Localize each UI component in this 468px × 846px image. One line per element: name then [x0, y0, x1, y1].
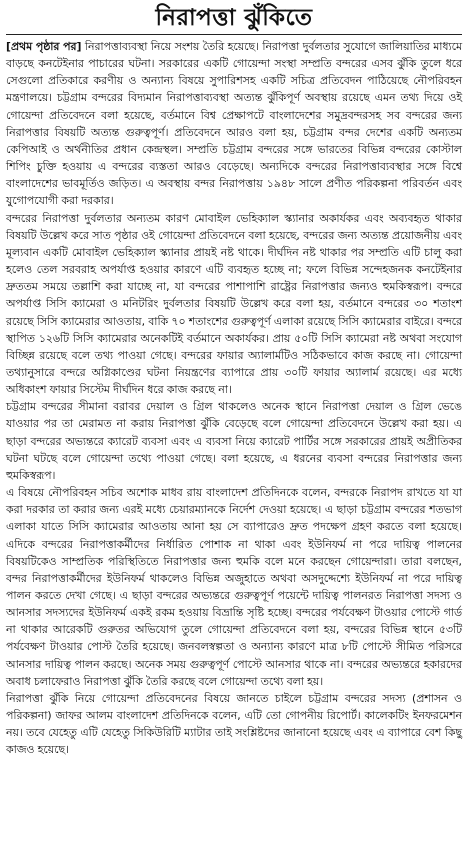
headline-divider: [6, 34, 462, 35]
article-headline: নিরাপত্তা ঝুঁকিতে: [155, 4, 313, 31]
article-paragraph-1: [6, 38, 462, 210]
article-paragraph-4: এ বিষয়ে নৌপরিবহন সচিব অশোক মাধব রায় বাংলাদেশ প্রতিদিনকে বলেন, বন্দরকে নিরাপদ রাখতে যা যা করা দরকার তা করার জন্য এরই মধ্যে চেয়ারম্যানকে নির্দেশ দেওয়া হয়েছে। এ ছাড়া চট্টগ্রাম বন্দরের শতভাগ এলাকা যাতে সিসি ক্যামেরার আওতায় আনা হয় সে ব্যাপারেও দ্রুত পদক্ষেপ গ্রহণ করতে বলা হয়েছে। এদিকে বন্দরের নিরাপত্তাকর্মীদের নির্ধারিত পোশাক না থাকা এবং ইউনিফর্ম না পরে দায়িত্ব পালনের বিষয়টিকেও সাম্প্রতিক পরিস্থিতিতে নিরাপত্তার জন্য হুমকি বলে মনে করছেন গোয়েন্দারা। তারা বলছেন, বন্দর নিরাপত্তাকর্মীদের ইউনিফর্ম থাকলেও বিভিন্ন অজুহাতে অথবা অসদুদ্দেশ্যে ইউনিফর্ম না পরে দায়িত্ব পালন করতে দেখা গেছে। এ ছাড়া বন্দরের অভ্যন্তরে গুরুত্বপূর্ণ পয়েন্টে দায়িত্ব পালনরত নিরাপত্তা সদস্য ও আনসার সদস্যদের ইউনিফর্ম একই রকম হওয়ায় বিভ্রান্তি সৃষ্টি হচ্ছে। বন্দরের পর্যবেক্ষণ টাওয়ার পোস্টে গার্ড না থাকার আরেকটি গুরুতর অভিযোগ তুলে গোয়েন্দা প্রতিবেদনে বলা হয়, বন্দরের বিভিন্ন স্থানে ৫৩টি পর্যবেক্ষণ টাওয়ার পোস্ট তৈরি হয়েছে। জনবলস্বল্পতা ও অন্যান্য কারণে মাত্র ৮টি পোস্টে সীমিত পরিসরে আনসার দায়িত্ব পালন করছে। অনেক সময় গুরুত্বপূর্ণ পোস্টে আনসার থাকে না। বন্দরের অভ্যন্তরে হকারদের অবাধ চলাফেরাও নিরাপত্তা ঝুঁকি তৈরি করছে বলে গোয়েন্দা তথ্যে বলা হয়।: [6, 486, 463, 688]
first-page-continuation-tag: [প্রথম পৃষ্ঠার পর]: [6, 40, 82, 53]
article-body: [6, 38, 462, 759]
article-paragraph-2: বন্দরের নিরাপত্তা দুর্বলতার অন্যতম কারণ মোবাইল ভেহিক্যাল স্ক্যানার অকার্যকর এবং অব্যবহৃত থাকার বিষয়টি উল্লেখ করে সাত পৃষ্ঠার ওই গোয়েন্দা প্রতিবেদনে বলা হয়েছে, বন্দরের জন্য অত্যন্ত প্রয়োজনীয় এবং মূল্যবান একটি মোবাইল ভেহিক্যাল স্ক্যানার প্রায়ই নষ্ট থাকে। দীর্ঘদিন নষ্ট থাকার পর সম্প্রতি এটি চালু করা হলেও তেল সরবরাহ অপর্যাপ্ত হওয়ার কারণে এটি ব্যবহৃত হচ্ছে না; ফলে বিভিন্ন সন্দেহজনক কনটেইনার দ্রুততম সময়ে তল্লাশি করা যাচ্ছে না, যা বন্দরের পাশাপাশি রাষ্ট্রের নিরাপত্তার জন্যও হুমকিস্বরূপ। বন্দরে অপর্যাপ্ত সিসি ক্যামেরা ও মনিটরিং দুর্বলতার বিষয়টি উল্লেখ করে বলা হয়, বর্তমানে বন্দরের ৩০ শতাংশ রয়েছে সিসি ক্যামেরার আওতায়, বাকি ৭০ শতাংশের গুরুত্বপূর্ণ এলাকা রয়েছে সিসি ক্যামেরার বাইরে। বন্দরে স্থাপিত ১২৬টি সিসি ক্যামেরার অনেকটিই বর্তমানে অকার্যকর। প্রায় ৫০টি সিসি ক্যামেরা নষ্ট অথবা সংযোগ বিচ্ছিন্ন রয়েছে বলে তথ্য পাওয়া গেছে। বন্দরের ফায়ার অ্যালার্মটিও সঠিকভাবে কাজ করছে না। গোয়েন্দা তথ্যানুসারে বন্দরে অগ্নিকাণ্ডের ঘটনা নিয়ন্ত্রণের ব্যাপারে প্রায় ৩০টি ফায়ার অ্যালার্ম রয়েছে। এর মধ্যে অধিকাংশ ফায়ার সিস্টেম দীর্ঘদিন ধরে কাজ করছে না।: [6, 211, 462, 397]
paragraph-1-text: নিরাপত্তাব্যবস্থা নিয়ে সংশয় তৈরি হয়েছে। নিরাপত্তা দুর্বলতার সুযোগে জালিয়াতির মাধ্যমে বাড়ছে কনটেইনার পাচারের ঘটনা। সরকারের একটি গোয়েন্দা সংস্থা সম্প্রতি বন্দরের এসব ঝুঁকি তুলে ধরে সেগুলো প্রতিকারে করণীয় ও অন্যান্য বিষয়ে সুপারিশসহ একটি সচিত্র প্রতিবেদন পাঠিয়েছে নৌপরিবহন মন্ত্রণালয়ে। চট্টগ্রাম বন্দরের বিদ্যমান নিরাপত্তাব্যবস্থা অত্যন্ত ঝুঁকিপূর্ণ অবস্থায় রয়েছে এমন তথ্য দিয়ে ওই গোয়েন্দা প্রতিবেদনে বলা হয়েছে, বর্তমানে বিশ্ব প্রেক্ষাপটে বাংলাদেশের সমুদ্রবন্দরসহ সব বন্দরের জন্য নিরাপত্তার বিষয়টি অত্যন্ত গুরুত্বপূর্ণ। প্রতিবেদনে আরও বলা হয়, চট্টগ্রাম বন্দর দেশের একটি অন্যতম কেপিআই ও অর্থনীতির প্রধান কেন্দ্রস্থল। সম্প্রতি চট্টগ্রাম বন্দরের সঙ্গে ভারতের বিভিন্ন বন্দরের কোস্টাল শিপিং চুক্তি হওয়ায় এ বন্দরের ব্যস্ততা আরও বেড়েছে। অন্যদিকে বন্দরের নিরাপত্তাব্যবস্থার সঙ্গে বিশ্বে বাংলাদেশের ভাবমূর্তিও জড়িত। এ অবস্থায় বন্দর নিরাপত্তায় ১৯৪৮ সালে প্রণীত পরিকল্পনা পরিবর্তন এবং যুগোপযোগী করা দরকার।: [6, 40, 463, 208]
article-paragraph-3: চট্টগ্রাম বন্দরের সীমানা বরাবর দেয়াল ও গ্রিল থাকলেও অনেক স্থানে নিরাপত্তা দেয়াল ও গ্রিল ভেঙে যাওয়ার পর তা মেরামত না করায় নিরাপত্তা ঝুঁকি বেড়েছে বলে গোয়েন্দা প্রতিবেদনে উল্লেখ করা হয়। এ ছাড়া বন্দরের অভ্যন্তরে ক্যারেট ব্যবসা এবং এ ব্যবসা নিয়ে ক্যারেট পার্টির সঙ্গে সরকারের প্রায়ই অপ্রীতিকর ঘটনা ঘটছে বলে গোয়েন্দা তথ্যে পাওয়া গেছে। বলা হয়েছে, এ ধরনের ব্যবসা বন্দরের নিরাপত্তার জন্য হুমকিস্বরূপ।: [6, 400, 462, 482]
article-paragraph-5: নিরাপত্তা ঝুঁকি নিয়ে গোয়েন্দা প্রতিবেদনের বিষয়ে জানতে চাইলে চট্টগ্রাম বন্দরের সদস্য (প্রশাসন ও পরিকল্পনা) জাফর আলম বাংলাদেশ প্রতিদিনকে বলেন, এটি তো গোপনীয় রিপোর্ট। কালেকটিং ইনফরমেশন নয়। তবে যেহেতু এটি যেহেতু সিকিউরিটি ম্যাটার তাই সংশ্লিষ্টদের জানানো হয়েছে এবং এ ব্যাপারে বেশ কিছু কাজও হয়েছে।: [6, 691, 462, 757]
